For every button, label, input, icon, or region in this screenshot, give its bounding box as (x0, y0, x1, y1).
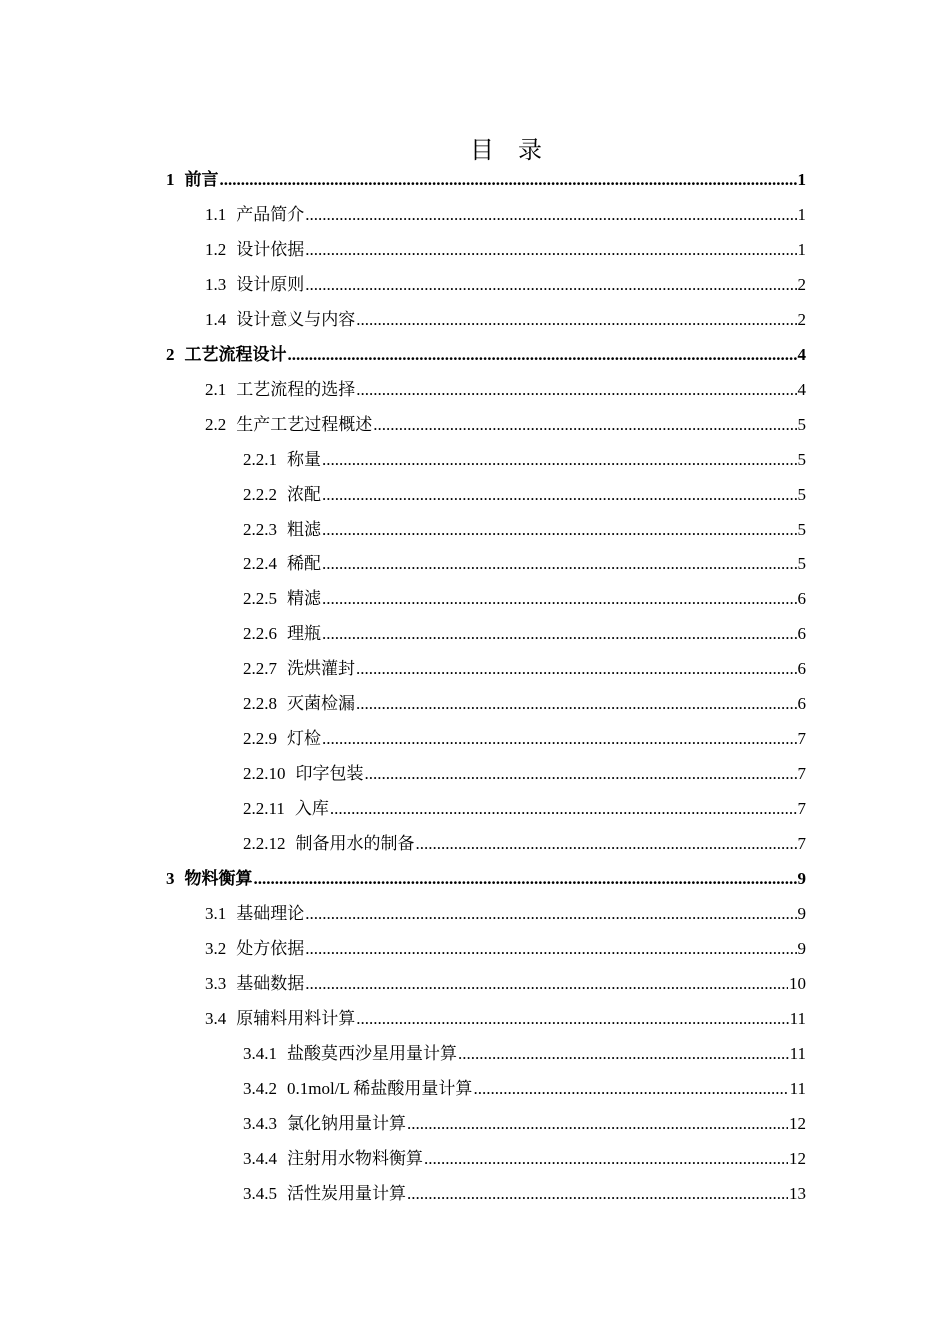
toc-entry-page-number: 4 (797, 344, 806, 364)
toc-entry-page-number: 7 (797, 764, 806, 784)
toc-entry-title: 活性炭用量计算 (287, 1183, 406, 1203)
toc-entry-number: 1.3 (205, 274, 227, 294)
toc-entry-title: 基础数据 (236, 973, 305, 993)
toc-dot-leader (356, 1001, 788, 1036)
toc-entry-number: 3.4 (205, 1008, 227, 1028)
toc-dot-leader (288, 337, 797, 372)
toc-entry-title: 设计依据 (236, 239, 305, 259)
toc-entry-page-number: 2 (797, 309, 806, 329)
toc-entry-page-number: 7 (797, 834, 806, 854)
toc-dot-leader (322, 721, 797, 756)
toc-entry-title: 称量 (287, 449, 321, 469)
toc-entry[interactable] (243, 442, 806, 477)
toc-dot-leader (330, 791, 797, 826)
toc-entry[interactable] (205, 267, 806, 302)
toc-entry-page-number: 6 (797, 589, 806, 609)
toc-entry-title: 物料衡算 (184, 869, 253, 888)
toc-dot-leader (305, 896, 796, 931)
toc-entry[interactable] (205, 372, 806, 407)
toc-entry-page-number: 5 (797, 519, 806, 539)
toc-entry-title: 稀配 (287, 554, 321, 574)
toc-dot-leader (305, 931, 796, 966)
toc-dot-leader (356, 686, 797, 721)
toc-entry-title: 印字包装 (295, 764, 364, 784)
toc-entry-title: 精滤 (287, 589, 321, 609)
toc-entry-page-number: 5 (797, 449, 806, 469)
toc-entry-number: 2.2.5 (243, 589, 277, 609)
toc-dot-leader (407, 1176, 788, 1211)
toc-entry-title: 制备用水的制备 (295, 834, 415, 854)
toc-dot-leader (322, 581, 797, 616)
toc-entry-page-number: 1 (797, 239, 806, 259)
toc-title: 目 录 (470, 138, 542, 164)
toc-entry-page-number: 7 (797, 799, 806, 819)
toc-entry-page-number: 6 (797, 624, 806, 644)
toc-entry-page-number: 4 (797, 379, 806, 399)
toc-entry-title: 原辅料用料计算 (236, 1008, 356, 1028)
toc-entry-page-number: 11 (789, 1008, 806, 1028)
toc-entry-page-number: 5 (797, 554, 806, 574)
toc-entry-title: 洗烘灌封 (287, 659, 355, 679)
toc-entry-number: 2.2.3 (243, 519, 277, 539)
toc-dot-leader (407, 1106, 788, 1141)
toc-entry-number: 2.2.9 (243, 729, 277, 749)
toc-dot-leader (322, 477, 797, 512)
toc-entry-title: 工艺流程的选择 (236, 379, 356, 399)
toc-entry[interactable] (243, 477, 806, 512)
toc-entry[interactable] (205, 232, 806, 267)
toc-entry-page-number: 1 (797, 204, 806, 224)
toc-entry-number: 1 (166, 170, 175, 189)
toc-entry-title: 灯检 (287, 729, 321, 749)
toc-entry[interactable] (243, 826, 806, 861)
toc-entry[interactable] (243, 1036, 806, 1071)
toc-entry[interactable] (166, 861, 806, 896)
toc-dot-leader (254, 861, 797, 896)
toc-entry-title: 粗滤 (287, 519, 321, 539)
toc-entry[interactable] (205, 896, 806, 931)
toc-entry-number: 2.2.12 (243, 834, 286, 854)
toc-entry-page-number: 6 (797, 694, 806, 714)
toc-entry[interactable] (205, 197, 806, 232)
toc-dot-leader (305, 966, 788, 1001)
toc-dot-leader (356, 651, 797, 686)
toc-entry-number: 2.2.7 (243, 659, 277, 679)
toc-dot-leader (458, 1036, 789, 1071)
toc-entry[interactable] (166, 337, 806, 372)
toc-entry[interactable] (205, 407, 806, 442)
toc-entry-title: 入库 (294, 799, 329, 819)
toc-entry[interactable] (243, 651, 806, 686)
toc-entry-page-number: 7 (797, 729, 806, 749)
toc-dot-leader (416, 826, 797, 861)
toc-entry-page-number: 1 (797, 170, 806, 189)
toc-entry-number: 2.2 (205, 414, 227, 434)
toc-entry[interactable] (243, 512, 806, 547)
toc-entry-number: 2.2.11 (243, 799, 285, 819)
toc-entry[interactable] (166, 162, 806, 197)
toc-entry-number: 2.2.10 (243, 764, 286, 784)
toc-entry-number: 3.4.2 (243, 1078, 277, 1098)
toc-entry-page-number: 9 (797, 869, 806, 888)
toc-dot-leader (365, 756, 797, 791)
toc-entry-title: 氯化钠用量计算 (287, 1113, 406, 1133)
toc-entry-page-number: 12 (789, 1148, 806, 1168)
toc-entry[interactable] (243, 616, 806, 651)
toc-entry-page-number: 2 (797, 274, 806, 294)
toc-entry-page-number: 13 (789, 1183, 806, 1203)
toc-entry-title: 处方依据 (236, 938, 305, 958)
toc-entry-number: 3.3 (205, 973, 227, 993)
toc-dot-leader (305, 267, 796, 302)
toc-entry-title: 工艺流程设计 (184, 344, 287, 364)
toc-entry-title: 设计意义与内容 (236, 309, 356, 329)
toc-entry-number: 3 (166, 869, 175, 888)
toc-entry[interactable] (205, 966, 806, 1001)
toc-dot-leader (305, 232, 796, 267)
toc-dot-leader (424, 1141, 788, 1176)
toc-entry-number: 2.2.1 (243, 449, 277, 469)
toc-entry-page-number: 10 (789, 973, 806, 993)
toc-entry[interactable] (243, 791, 806, 826)
toc-entry-page-number: 9 (797, 938, 806, 958)
toc-entry-title: 前言 (184, 170, 219, 189)
toc-entry[interactable] (243, 581, 806, 616)
toc-entry-number: 2.2.4 (243, 554, 277, 574)
toc-entry-number: 2.2.2 (243, 484, 277, 504)
toc-dot-leader (322, 616, 797, 651)
toc-entry[interactable] (243, 546, 806, 581)
toc-entry[interactable] (243, 1141, 806, 1176)
toc-entry-title: 浓配 (287, 484, 321, 504)
toc-entry-page-number: 9 (797, 903, 806, 923)
toc-dot-leader (356, 372, 796, 407)
toc-entry-title: 灭菌检漏 (287, 694, 355, 714)
toc-dot-leader (322, 512, 797, 547)
toc-entry-title: 盐酸莫西沙星用量计算 (287, 1043, 457, 1063)
toc-dot-leader (473, 1071, 788, 1106)
toc-entry-number: 2.1 (205, 379, 227, 399)
toc-entry[interactable] (205, 1001, 806, 1036)
toc-entry-title: 设计原则 (236, 274, 305, 294)
toc-entry-title: 生产工艺过程概述 (236, 414, 373, 434)
toc-dot-leader (322, 442, 797, 477)
toc-entry-number: 1.2 (205, 239, 227, 259)
toc-entry-title: 基础理论 (236, 903, 305, 923)
toc-entry-page-number: 5 (797, 414, 806, 434)
toc-entry-number: 3.2 (205, 938, 227, 958)
toc-entry[interactable] (243, 1176, 806, 1211)
toc-dot-leader (356, 302, 796, 337)
toc-entry-number: 3.4.3 (243, 1113, 277, 1133)
toc-entry-number: 3.4.1 (243, 1043, 277, 1063)
toc-entry-number: 3.4.5 (243, 1183, 277, 1203)
toc-dot-leader (305, 197, 796, 232)
toc-entry-number: 3.4.4 (243, 1148, 277, 1168)
toc-entry-title: 注射用水物料衡算 (287, 1148, 423, 1168)
toc-dot-leader (220, 162, 797, 197)
toc-entry-page-number: 11 (789, 1078, 806, 1098)
toc-entry-page-number: 5 (797, 484, 806, 504)
toc-entry-page-number: 6 (797, 659, 806, 679)
toc-entry[interactable] (243, 1071, 806, 1106)
toc-entry-number: 2 (166, 344, 175, 364)
toc-entry[interactable] (205, 302, 806, 337)
toc-entry-page-number: 12 (789, 1113, 806, 1133)
toc-entry[interactable] (243, 1106, 806, 1141)
toc-entry-title: 产品简介 (236, 204, 305, 224)
toc-entry-number: 3.1 (205, 903, 227, 923)
toc-entry-number: 1.1 (205, 204, 227, 224)
toc-entry-title: 0.1mol/L 稀盐酸用量计算 (287, 1078, 473, 1098)
toc-entry[interactable] (243, 686, 806, 721)
toc-dot-leader (322, 546, 797, 581)
toc-dot-leader (373, 407, 796, 442)
toc-entry-number: 1.4 (205, 309, 227, 329)
toc-entry-number: 2.2.6 (243, 624, 277, 644)
toc-entry-title: 理瓶 (287, 624, 321, 644)
toc-entry-page-number: 11 (789, 1043, 806, 1063)
toc-entry-number: 2.2.8 (243, 694, 277, 714)
toc-entry[interactable] (205, 931, 806, 966)
toc-entry[interactable] (243, 756, 806, 791)
toc-entry[interactable] (243, 721, 806, 756)
